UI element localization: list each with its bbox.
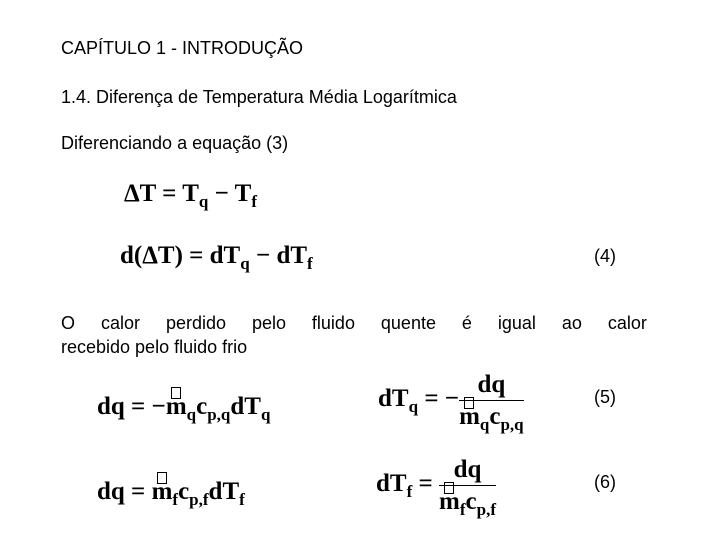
- paragraph-word: quente: [380, 313, 436, 333]
- equation-number-6: (6): [594, 472, 616, 492]
- fraction-5-denominator: $m_qc_{p,q}$: [459, 401, 524, 429]
- equation-6-right: $dT_f$ = $\frac{dq}{m_fc_{p,f}}$: [376, 456, 496, 519]
- paragraph-word: fluido: [311, 313, 355, 333]
- paragraph-word: pelo: [251, 313, 286, 333]
- paragraph-word: perdido: [165, 313, 226, 333]
- paragraph-word: calor: [607, 313, 647, 333]
- dot-mark-icon: [157, 472, 167, 484]
- equation-delta-t: $\Delta T = T_q - T_f$: [124, 180, 257, 211]
- chapter-title: CAPÍTULO 1 - INTRODUÇÃO: [61, 38, 304, 58]
- paragraph-word: ao: [561, 313, 582, 333]
- paragraph-line-2: recebido pelo fluido frio: [61, 337, 248, 357]
- paragraph: [61, 311, 647, 359]
- intro-text: Diferenciando a equação (3): [61, 133, 289, 153]
- equation-5-right: $dT_q$ = − $\frac{dq}{m_qc_{p,q}}$: [378, 371, 524, 434]
- paragraph-line-1: [61, 311, 647, 335]
- equation-6-left: dq = $m_fc_{p,f}dT_f$: [97, 479, 245, 504]
- paragraph-word: igual: [497, 313, 536, 333]
- paragraph-word: calor: [100, 313, 140, 333]
- equation-4: $d(\Delta T) = dT_q - dT_f$: [120, 242, 313, 273]
- section-title: 1.4. Diferença de Temperatura Média Logarítmica: [61, 87, 457, 107]
- equation-5-left: dq = − $m_qc_{p,q}dT_q$: [97, 394, 270, 419]
- paragraph-word: O: [61, 313, 76, 333]
- fraction-5: [459, 371, 524, 434]
- fraction-5-numerator: dq: [477, 371, 506, 398]
- fraction-6-numerator: dq: [453, 456, 482, 483]
- paragraph-word: é: [461, 313, 472, 333]
- fraction-6-denominator: $m_fc_{p,f}$: [439, 486, 496, 514]
- equation-number-5: (5): [594, 387, 616, 407]
- equation-number-4: (4): [594, 246, 616, 266]
- dot-mark-icon: [444, 482, 454, 494]
- dot-mark-icon: [171, 387, 181, 399]
- dot-mark-icon: [464, 397, 474, 409]
- fraction-6: [439, 456, 496, 519]
